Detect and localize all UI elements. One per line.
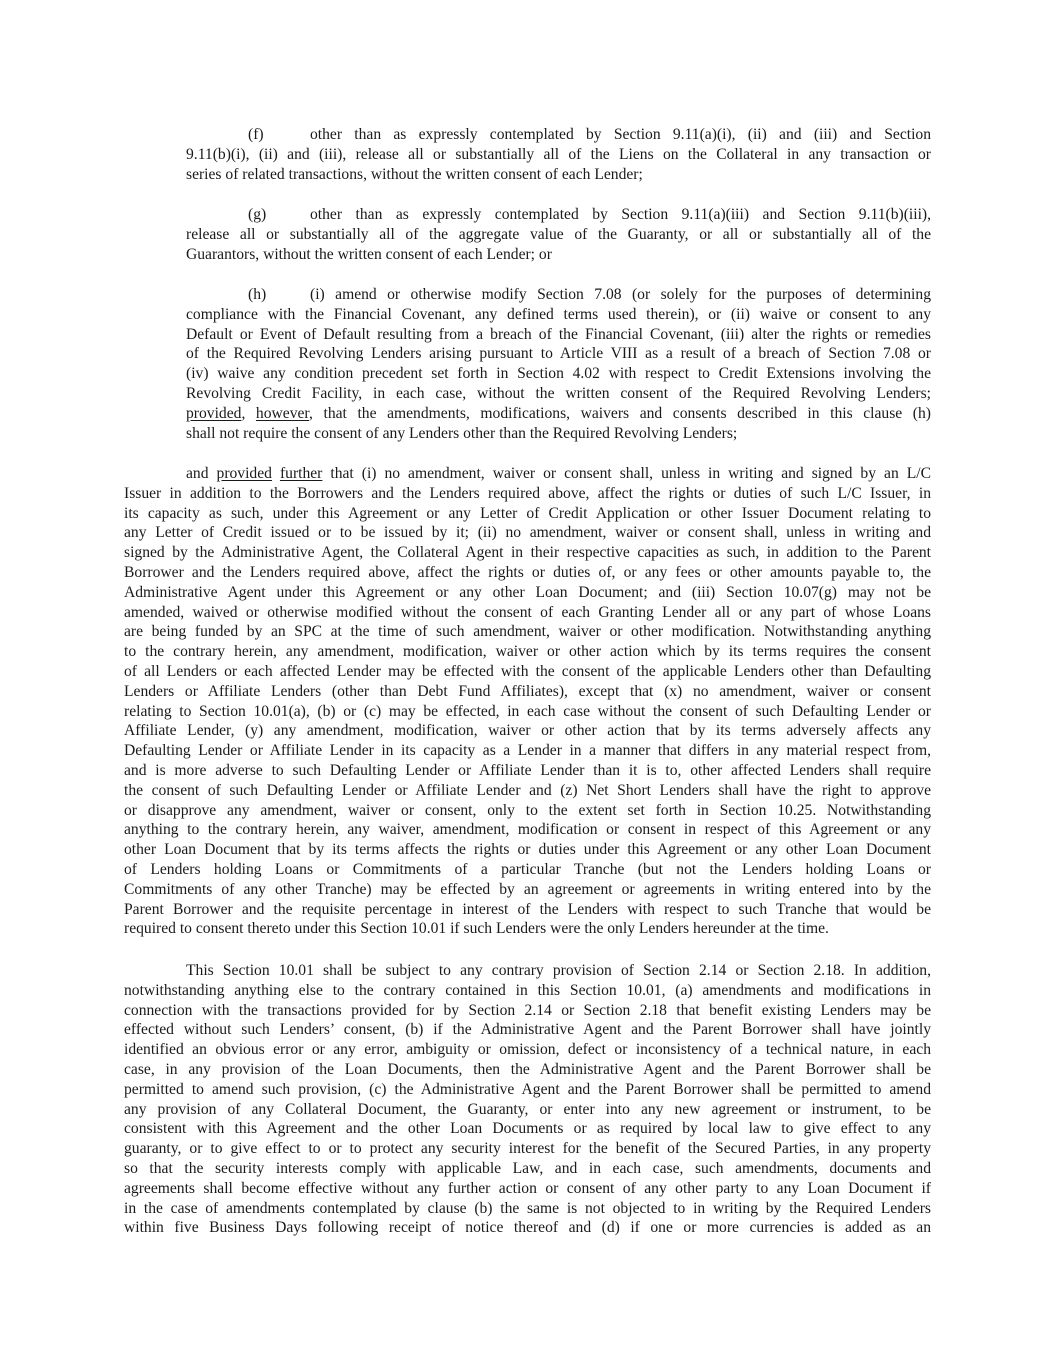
clause-line (186, 285, 931, 305)
clause-line (186, 205, 931, 225)
clause-text: other than as expressly contemplated by Section 9.11(a)(iii) and Section 9.11(b)(iii), (310, 206, 931, 223)
paragraph-line: consistent with this Agreement and the other Loan Documents or as required by local law to give effect to any (124, 1120, 931, 1138)
paragraph-line: required to consent thereto under this Section 10.01 if such Lenders were the only Lenders hereunder at the time. (124, 920, 829, 938)
clause-g (186, 205, 931, 264)
paragraph-line: within five Business Days following receipt of notice thereof and (d) if one or more currencies is added as an (124, 1219, 931, 1237)
separator (272, 465, 280, 482)
paragraph-line: anything to the contrary herein, any waiver, amendment, modification or consent in respect of this Agreement or any (124, 821, 931, 839)
underlined-term-provided: provided (186, 404, 242, 422)
paragraph-line: are being funded by an SPC at the time of such amendment, waiver or other modification. Notwithstanding anything (124, 623, 931, 641)
paragraph-line: Administrative Agent under this Agreement or any other Loan Document; and (iii) Section 10.07(g) may not be (124, 583, 931, 601)
paragraph-line: Affiliate Lender, (y) any amendment, modification, waiver or other action that by its terms adversely affects any (124, 722, 931, 740)
paragraph-line: Borrower and the Lenders required above, affect the rights or duties of, or any fees or other amounts payable to, the (124, 563, 931, 581)
clause-line: (iv) waive any condition precedent set forth in Section 4.02 with respect to Credit Extensions involving the (186, 365, 931, 383)
paragraph-line: amended, waived or otherwise modified without the consent of each Granting Lender all or any part of whose Loans (124, 603, 931, 621)
paragraph-section-10-01 (124, 961, 931, 1238)
paragraph-line: any Letter of Credit issued or to be issued by it; (ii) no amendment, waiver or consent shall, unless in writing and (124, 524, 931, 542)
paragraph-line: connection with the transactions provided for by Section 2.14 or Section 2.18 that benefit existing Lenders may be (124, 1001, 931, 1019)
paragraph-line: to the contrary herein, any amendment, modification, waiver or other action which by its terms requires the consent (124, 643, 931, 661)
paragraph-line: Defaulting Lender or Affiliate Lender in its capacity as a Lender in a manner that differs in any material respect from, (124, 742, 931, 760)
paragraph-line: or disapprove any amendment, waiver or consent, only to the extent set forth in Section 10.25. Notwithstanding (124, 801, 931, 819)
underlined-term-however: however (255, 404, 309, 422)
clause-line: shall not require the consent of any Lenders other than the Required Revolving Lenders; (186, 424, 738, 442)
paragraph-line: guaranty, or to give effect to or to protect any security interest for the benefit of the Secured Parties, in any property (124, 1140, 931, 1158)
clause-line: Revolving Credit Facility, in each case, without the written consent of the Required Revolving Lenders; (186, 384, 931, 402)
paragraph-line: other Loan Document that by its terms affects the rights or duties under this Agreement or any other Loan Document (124, 841, 931, 859)
paragraph-line: Parent Borrower and the requisite percentage in interest of the Lenders with respect to such Tranche that would be (124, 900, 931, 918)
clause-line: series of related transactions, without the written consent of each Lender; (186, 165, 643, 183)
underlined-term-further: further (279, 465, 323, 482)
paragraph-line (124, 464, 931, 484)
paragraph-line: relating to Section 10.01(a), (b) or (c) may be effected, in each case without the consent of such Defaulting Lender or (124, 702, 931, 720)
paragraph-provided-further (124, 464, 931, 939)
paragraph-line: permitted to amend such provision, (c) the Administrative Agent and the Parent Borrower shall be permitted to amend (124, 1080, 931, 1098)
paragraph-line: the consent of such Defaulting Lender or Affiliate Lender and (z) Net Short Lenders shall have the right to approve (124, 781, 931, 799)
paragraph-text: that (i) no amendment, waiver or consent shall, unless in writing and signed by an L/C (322, 465, 931, 482)
clause-line: 9.11(b)(i), (ii) and (iii), release all or substantially all of the Liens on the Collateral in any transaction or (186, 145, 931, 163)
clause-text: (i) amend or otherwise modify Section 7.08 (or solely for the purposes of determining (310, 286, 931, 303)
paragraph-line: Lenders or Affiliate Lenders (other than Debt Fund Affiliates), except that (x) no amendment, waiver or consent (124, 682, 931, 700)
proviso-line (186, 404, 931, 424)
paragraph-line: in the case of amendments contemplated by clause (b) the same is not objected to in writing by the Required Lenders (124, 1199, 931, 1217)
paragraph-line: agreements shall become effective without any further action or consent of any other party to any Loan Document if (124, 1179, 931, 1197)
clause-line: release all or substantially all of the aggregate value of the Guaranty, or all or substantially all of the (186, 225, 931, 243)
clause-line: Guarantors, without the written consent of each Lender; or (186, 245, 552, 263)
paragraph-line: any provision of any Collateral Document, the Guaranty, or enter into any new agreement or instrument, to be (124, 1100, 931, 1118)
clause-label: (f) (248, 126, 264, 143)
paragraph-line: identified an obvious error or any error, ambiguity or omission, defect or inconsistency of a technical nature, in each (124, 1041, 931, 1059)
paragraph-line: Issuer in addition to the Borrowers and the Lenders required above, affect the rights or duties of such L/C Issuer, in (124, 484, 931, 502)
paragraph-line: so that the security interests comply with applicable Law, and in each case, such amendments, documents and (124, 1159, 931, 1177)
clause-line: compliance with the Financial Covenant, any defined terms used therein), or (ii) waive or consent to any (186, 305, 931, 323)
paragraph-line: of Lenders holding Loans or Commitments of a particular Tranche (but not the Lenders holding Loans or (124, 860, 931, 878)
paragraph-line: case, in any provision of the Loan Documents, then the Administrative Agent and the Parent Borrower shall be (124, 1060, 931, 1078)
clause-f (186, 125, 931, 184)
paragraph-line: signed by the Administrative Agent, the Collateral Agent in their respective capacities as such, in addition to the Parent (124, 544, 931, 562)
paragraph-line: of all Lenders or each affected Lender may be effected with the consent of the applicable Lenders other than Defaulting (124, 662, 931, 680)
clause-label: (g) (248, 206, 267, 223)
clause-text: , that the amendments, modifications, waivers and consents described in this clause (h) (309, 404, 931, 422)
underlined-term-provided: provided (216, 465, 272, 482)
paragraph-line: notwithstanding anything else to the contrary contained in this Section 10.01, (a) amendments and modifications in (124, 981, 931, 999)
clause-label: (h) (248, 286, 267, 303)
paragraph-line: Commitments of any other Tranche) may be effected by an agreement or agreements in writing entered into by the (124, 880, 931, 898)
clause-line: of the Required Revolving Lenders arising pursuant to Article VIII as a result of a breach of Section 7.08 or (186, 345, 931, 363)
clause-line (186, 125, 931, 145)
paragraph-line: effected without such Lenders’ consent, (b) if the Administrative Agent and the Parent Borrower shall have jointly (124, 1021, 931, 1039)
lead-text: and (186, 465, 217, 482)
clause-line: Default or Event of Default resulting from a breach of the Financial Covenant, (iii) alter the rights or remedies (186, 325, 931, 343)
paragraph-line: its capacity as such, under this Agreement or any Letter of Credit Application or other Issuer Document relating to (124, 504, 931, 522)
separator: , (241, 404, 256, 422)
clause-text: other than as expressly contemplated by Section 9.11(a)(i), (ii) and (iii) and Section (310, 126, 931, 143)
paragraph-line: and is more adverse to such Defaulting Lender or Affiliate Lender than it is to, other affected Lenders shall require (124, 761, 931, 779)
clause-h (186, 285, 931, 443)
paragraph-line: This Section 10.01 shall be subject to any contrary provision of Section 2.14 or Section 2.18. In addition, (186, 962, 931, 979)
